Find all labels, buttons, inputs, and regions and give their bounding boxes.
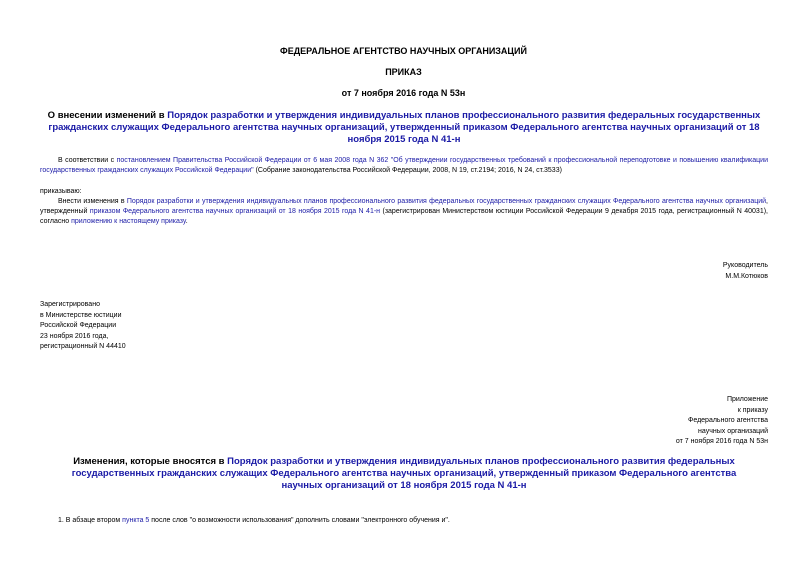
appendix-line: Федерального агентства <box>688 417 768 424</box>
registration-line: в Министерстве юстиции <box>40 311 122 319</box>
changes-title <box>52 456 756 492</box>
appendix-line: к приказу <box>737 406 768 414</box>
order-text-1: Внести изменения в <box>58 198 127 205</box>
changes-title-prefix: Изменения, которые вносятся в <box>73 456 228 467</box>
signature-position: Руководитель <box>722 262 768 269</box>
title-procedure-link[interactable]: Порядок разработки и утверждения индивидуальных планов профессионального развития федеральных государственных гражданских служащих Федерального агентства научных организаций, утвержденный приказом Федерального агентства научных организаций от 18 ноября 2015 года N 41-н <box>48 110 761 145</box>
agency-name: ФЕДЕРАЛЬНОЕ АГЕНТСТВО НАУЧНЫХ ОРГАНИЗАЦИЙ <box>280 46 527 56</box>
item1-text-1: 1. В абзаце втором <box>58 517 123 524</box>
changes-procedure-link[interactable]: Порядок разработки и утверждения индивидуальных планов профессионального развития федеральных государственных гражданских служащих Федерального агентства научных организаций, утвержденный приказом Федерального агентства научных организаций от 18 ноября 2015 года N 41-н <box>71 456 737 491</box>
order-text-2: , утвержденный <box>40 198 768 215</box>
order-paragraph <box>40 197 768 227</box>
document-type: ПРИКАЗ <box>385 67 422 77</box>
registration-line: Российской Федерации <box>40 322 117 329</box>
change-item-1 <box>58 516 758 527</box>
appendix-block <box>560 395 768 448</box>
clause-5-link[interactable]: пункта 5 <box>122 517 150 524</box>
order-text-4: . <box>185 218 188 225</box>
document-date-number: от 7 ноября 2016 года N 53н <box>341 88 466 98</box>
order-text-3: (зарегистрирован Министерством юстиции Российской Федерации 9 декабря 2015 года, регистрационный N 40031), согласно <box>40 208 768 225</box>
procedure-link[interactable]: Порядок разработки и утверждения индивидуальных планов профессионального развития федеральных государственных гражданских служащих Федерального агентства научных организаций <box>126 198 767 205</box>
signature-block <box>560 261 768 282</box>
title-prefix: О внесении изменений в <box>47 110 168 121</box>
registration-line: регистрационный N 44410 <box>40 343 126 350</box>
appendix-link[interactable]: приложению к настоящему приказу <box>71 218 186 225</box>
registration-line: 23 ноября 2016 года, <box>40 332 109 340</box>
preamble-text-1: В соответствии с <box>58 157 117 164</box>
government-decree-link[interactable]: постановлением Правительства Российской Федерации от 6 мая 2008 года N 362 "Об утверждении государственных требований к профессиональной переподготовке и повышению квалификации государственных гражданских служащих Российской Федерации" <box>40 157 768 174</box>
registration-block <box>40 300 290 353</box>
signature-name: М.М.Котюков <box>725 272 768 280</box>
item1-text-2: после слов "о возможности использования" дополнить словами "электронного обучения и". <box>149 517 450 524</box>
document-title <box>40 110 768 146</box>
preamble-paragraph <box>40 156 768 176</box>
appendix-line: от 7 ноября 2016 года N 53н <box>675 438 768 445</box>
appendix-line: научных организаций <box>698 427 768 435</box>
registration-line: Зарегистрировано <box>40 301 100 308</box>
order-41n-link[interactable]: приказом Федерального агентства научных организаций от 18 ноября 2015 года N 41-н <box>89 208 381 215</box>
appendix-line: Приложение <box>726 396 768 403</box>
order-word: приказываю: <box>40 188 82 195</box>
preamble-text-2: (Собрание законодательства Российской Федерации, 2008, N 19, ст.2194; 2016, N 24, ст.3533) <box>253 167 562 174</box>
